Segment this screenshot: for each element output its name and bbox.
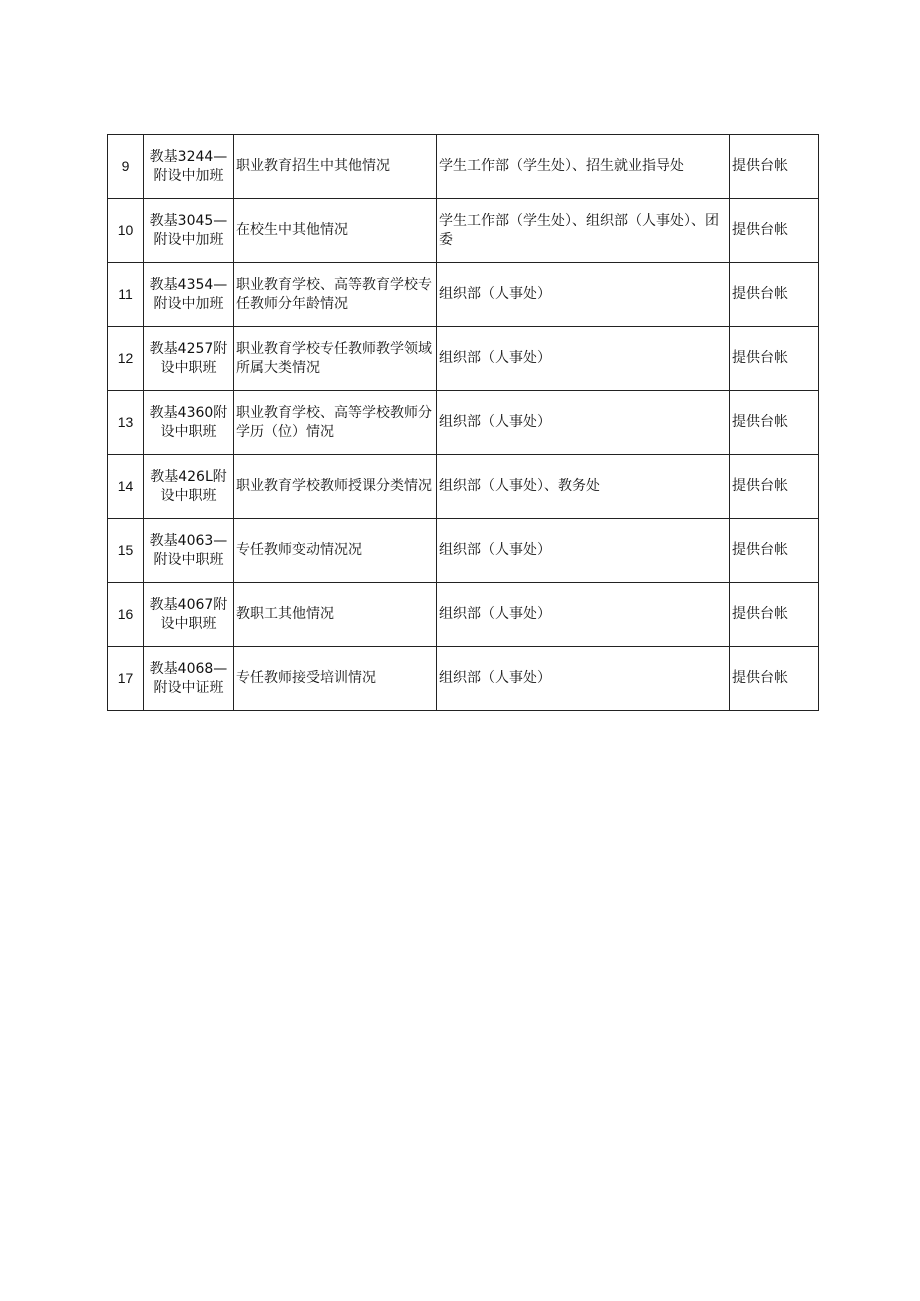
table-row	[108, 199, 819, 263]
submission-form: 提供台帐	[730, 391, 819, 455]
submission-form: 提供台帐	[730, 199, 819, 263]
submission-form: 提供台帐	[730, 135, 819, 199]
submission-form: 提供台帐	[730, 647, 819, 711]
item-name: 专任教师接受培训情况	[234, 647, 437, 711]
item-name: 教职工其他情况	[234, 583, 437, 647]
row-number: 11	[108, 263, 144, 327]
row-number: 9	[108, 135, 144, 199]
responsible-department: 学生工作部（学生处）、组织部（人事处）、团委	[437, 199, 730, 263]
form-code: 教基4257附设中职班	[144, 327, 234, 391]
form-code: 教基4063—附设中职班	[144, 519, 234, 583]
submission-form: 提供台帐	[730, 327, 819, 391]
table-row	[108, 647, 819, 711]
form-code: 教基4068—附设中证班	[144, 647, 234, 711]
row-number: 15	[108, 519, 144, 583]
item-name: 职业教育学校、高等学校教师分学历（位）情况	[234, 391, 437, 455]
submission-form: 提供台帐	[730, 583, 819, 647]
table-row	[108, 135, 819, 199]
form-code: 教基3244—附设中加班	[144, 135, 234, 199]
responsible-department: 组织部（人事处）	[437, 583, 730, 647]
table-row	[108, 583, 819, 647]
row-number: 10	[108, 199, 144, 263]
responsible-department: 组织部（人事处）	[437, 519, 730, 583]
responsible-department: 组织部（人事处）	[437, 647, 730, 711]
item-name: 专任教师变动情况况	[234, 519, 437, 583]
table-row	[108, 391, 819, 455]
item-name: 职业教育招生中其他情况	[234, 135, 437, 199]
submission-form: 提供台帐	[730, 263, 819, 327]
table-row	[108, 455, 819, 519]
responsible-department: 学生工作部（学生处）、招生就业指导处	[437, 135, 730, 199]
row-number: 13	[108, 391, 144, 455]
item-name: 职业教育学校教师授课分类情况	[234, 455, 437, 519]
row-number: 17	[108, 647, 144, 711]
table-row	[108, 327, 819, 391]
report-table-body	[108, 135, 819, 711]
form-code: 教基4360附设中职班	[144, 391, 234, 455]
form-code: 教基4067附设中职班	[144, 583, 234, 647]
item-name: 在校生中其他情况	[234, 199, 437, 263]
responsible-department: 组织部（人事处）	[437, 263, 730, 327]
item-name: 职业教育学校、高等教育学校专任教师分年龄情况	[234, 263, 437, 327]
form-code: 教基3045—附设中加班	[144, 199, 234, 263]
item-name: 职业教育学校专任教师教学领域所属大类情况	[234, 327, 437, 391]
table-row	[108, 263, 819, 327]
row-number: 16	[108, 583, 144, 647]
responsible-department: 组织部（人事处）	[437, 327, 730, 391]
report-table	[107, 134, 819, 711]
form-code: 教基426L附设中职班	[144, 455, 234, 519]
form-code: 教基4354—附设中加班	[144, 263, 234, 327]
submission-form: 提供台帐	[730, 519, 819, 583]
row-number: 12	[108, 327, 144, 391]
responsible-department: 组织部（人事处）	[437, 391, 730, 455]
submission-form: 提供台帐	[730, 455, 819, 519]
table-row	[108, 519, 819, 583]
row-number: 14	[108, 455, 144, 519]
responsible-department: 组织部（人事处）、教务处	[437, 455, 730, 519]
